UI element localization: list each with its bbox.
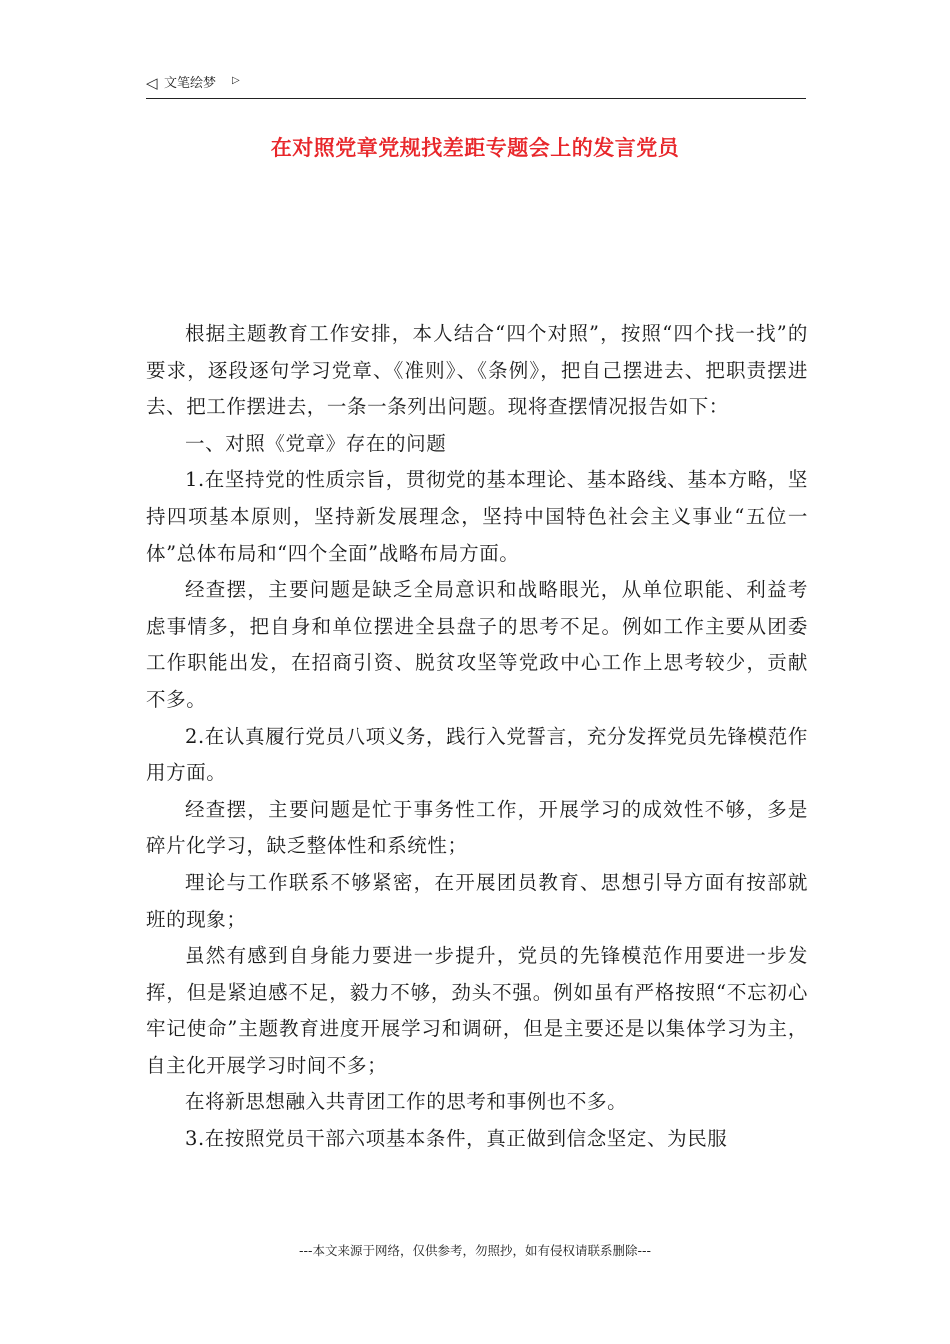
paragraph: 根据主题教育工作安排，本人结合“四个对照”，按照“四个找一找”的要求，逐段逐句学习党章、《准则》、《条例》，把自己摆进去、把职责摆进去、把工作摆进去，一条一条列出问题。现将查摆情况报告如下： bbox=[146, 322, 808, 419]
document-body bbox=[146, 316, 808, 1158]
footer-disclaimer: ---本文来源于网络，仅供参考，勿照抄，如有侵权请联系删除--- bbox=[298, 1243, 652, 1258]
document-title: 在对照党章党规找差距专题会上的发言党员 bbox=[270, 136, 680, 160]
page-header bbox=[146, 74, 806, 99]
paragraph: 2.在认真履行党员八项义务，践行入党誓言，充分发挥党员先锋模范作用方面。 bbox=[146, 724, 808, 785]
header-brand: 文笔绘梦 bbox=[164, 76, 217, 91]
arrow-right-icon: ▷ bbox=[232, 75, 240, 86]
paragraph: 虽然有感到自身能力要进一步提升，党员的先锋模范作用要进一步发挥，但是紧迫感不足，毅力不够，劲头不强。例如虽有严格按照“不忘初心牢记使命”主题教育进度开展学习和调研，但是主要还是以集体学习为主，自主化开展学习时间不多； bbox=[146, 944, 808, 1077]
paragraph: 3.在按照党员干部六项基本条件，真正做到信念坚定、为民服 bbox=[185, 1127, 728, 1151]
arrow-left-icon: ◁ bbox=[146, 74, 158, 92]
paragraph: 经查摆，主要问题是缺乏全局意识和战略眼光，从单位职能、利益考虑事情多，把自身和单位摆进全县盘子的思考不足。例如工作主要从团委工作职能出发，在招商引资、脱贫攻坚等党政中心工作上思考较少，贡献不多。 bbox=[146, 578, 808, 711]
paragraph: 理论与工作联系不够紧密，在开展团员教育、思想引导方面有按部就班的现象； bbox=[146, 870, 808, 931]
paragraph: 1.在坚持党的性质宗旨，贯彻党的基本理论、基本路线、基本方略，坚持四项基本原则，坚持新发展理念，坚持中国特色社会主义事业“五位一体”总体布局和“四个全面”战略布局方面。 bbox=[146, 468, 808, 565]
section-heading: 一、对照《党章》存在的问题 bbox=[185, 431, 447, 455]
paragraph: 在将新思想融入共青团工作的思考和事例也不多。 bbox=[185, 1090, 628, 1114]
paragraph: 经查摆，主要问题是忙于事务性工作，开展学习的成效性不够，多是碎片化学习，缺乏整体性和系统性； bbox=[146, 797, 808, 858]
